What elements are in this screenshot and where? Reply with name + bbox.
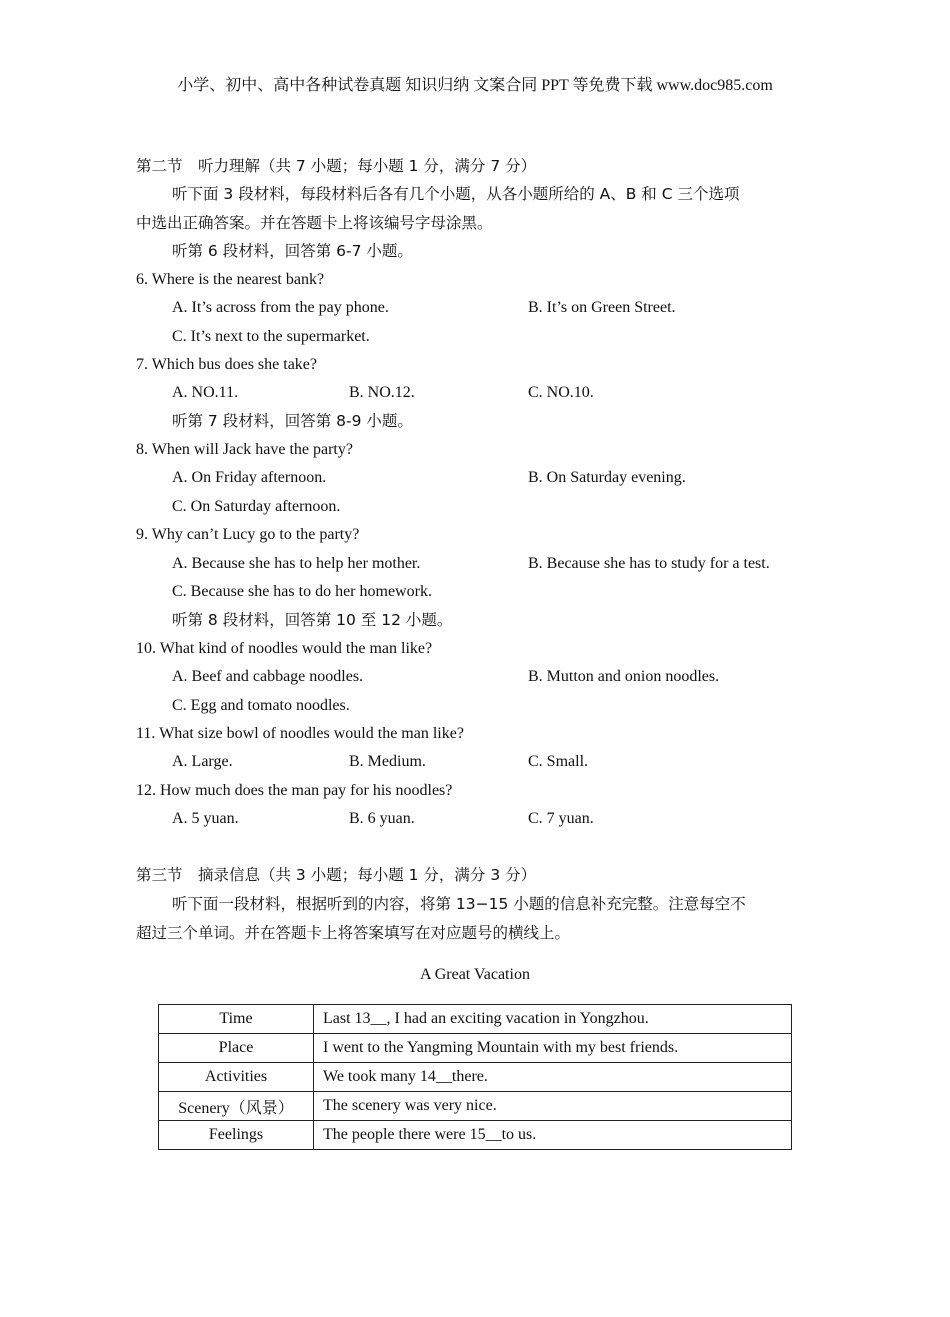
row-value: I went to the Yangming Mountain with my best friends. [314, 1034, 792, 1063]
section2-heading: 第二节 听力理解（共 7 小题；每小题 1 分，满分 7 分） [136, 157, 537, 175]
question-12-option-a: A. 5 yuan. [172, 810, 239, 827]
section3-instruction-line1: 听下面一段材料，根据听到的内容，将第 13−15 小题的信息补充完整。注意每空不 [172, 895, 746, 913]
row-label: Place [159, 1034, 314, 1063]
table-row [159, 1092, 792, 1121]
question-9-option-b: B. Because she has to study for a test. [528, 555, 770, 572]
table-row [159, 1034, 792, 1063]
row-label: Activities [159, 1063, 314, 1092]
question-8-option-c: C. On Saturday afternoon. [172, 498, 341, 515]
table-row [159, 1005, 792, 1034]
question-11-option-b: B. Medium. [349, 753, 426, 770]
question-10-stem: 10. What kind of noodles would the man like? [136, 640, 433, 657]
table-title: A Great Vacation [420, 966, 530, 983]
row-value: We took many 14__there. [314, 1063, 792, 1092]
question-6-option-a: A. It’s across from the pay phone. [172, 299, 389, 316]
row-value: The scenery was very nice. [314, 1092, 792, 1121]
row-value: The people there were 15__to us. [314, 1121, 792, 1150]
vacation-info-table [158, 1004, 792, 1150]
question-12-option-b: B. 6 yuan. [349, 810, 415, 827]
question-7-option-b: B. NO.12. [349, 384, 415, 401]
question-6-option-b: B. It’s on Green Street. [528, 299, 676, 316]
section3-heading: 第三节 摘录信息（共 3 小题；每小题 1 分，满分 3 分） [136, 866, 537, 884]
question-6-stem: 6. Where is the nearest bank? [136, 271, 325, 288]
question-9-stem: 9. Why can’t Lucy go to the party? [136, 526, 360, 543]
subsection-8: 听第 8 段材料，回答第 10 至 12 小题。 [172, 611, 453, 629]
question-9-option-a: A. Because she has to help her mother. [172, 555, 421, 572]
question-8-option-a: A. On Friday afternoon. [172, 469, 327, 486]
row-value: Last 13__, I had an exciting vacation in Yongzhou. [314, 1005, 792, 1034]
question-12-stem: 12. How much does the man pay for his noodles? [136, 782, 453, 799]
table-row [159, 1121, 792, 1150]
question-9-option-c: C. Because she has to do her homework. [172, 583, 432, 600]
question-7-option-a: A. NO.11. [172, 384, 239, 401]
question-8-option-b: B. On Saturday evening. [528, 469, 686, 486]
section2-instruction-line1: 听下面 3 段材料，每段材料后各有几个小题，从各小题所给的 A、B 和 C 三个选项 [172, 185, 740, 203]
question-10-option-a: A. Beef and cabbage noodles. [172, 668, 364, 685]
row-label: Feelings [159, 1121, 314, 1150]
question-8-stem: 8. When will Jack have the party? [136, 441, 353, 458]
subsection-7: 听第 7 段材料，回答第 8-9 小题。 [172, 412, 413, 430]
question-11-option-c: C. Small. [528, 753, 589, 770]
question-11-option-a: A. Large. [172, 753, 233, 770]
row-label: Time [159, 1005, 314, 1034]
question-10-option-c: C. Egg and tomato noodles. [172, 697, 350, 714]
row-label: Scenery（风景） [159, 1092, 314, 1121]
question-11-stem: 11. What size bowl of noodles would the man like? [136, 725, 464, 742]
question-7-option-c: C. NO.10. [528, 384, 594, 401]
section2-instruction-line2: 中选出正确答案。并在答题卡上将该编号字母涂黑。 [136, 214, 493, 232]
question-6-option-c: C. It’s next to the supermarket. [172, 328, 370, 345]
question-7-stem: 7. Which bus does she take? [136, 356, 317, 373]
question-12-option-c: C. 7 yuan. [528, 810, 594, 827]
table-row [159, 1063, 792, 1092]
subsection-6: 听第 6 段材料，回答第 6-7 小题。 [172, 242, 413, 260]
question-10-option-b: B. Mutton and onion noodles. [528, 668, 720, 685]
page-header: 小学、初中、高中各种试卷真题 知识归纳 文案合同 PPT 等免费下载 www.doc985.com [177, 77, 773, 94]
section3-instruction-line2: 超过三个单词。并在答题卡上将答案填写在对应题号的横线上。 [136, 924, 571, 942]
